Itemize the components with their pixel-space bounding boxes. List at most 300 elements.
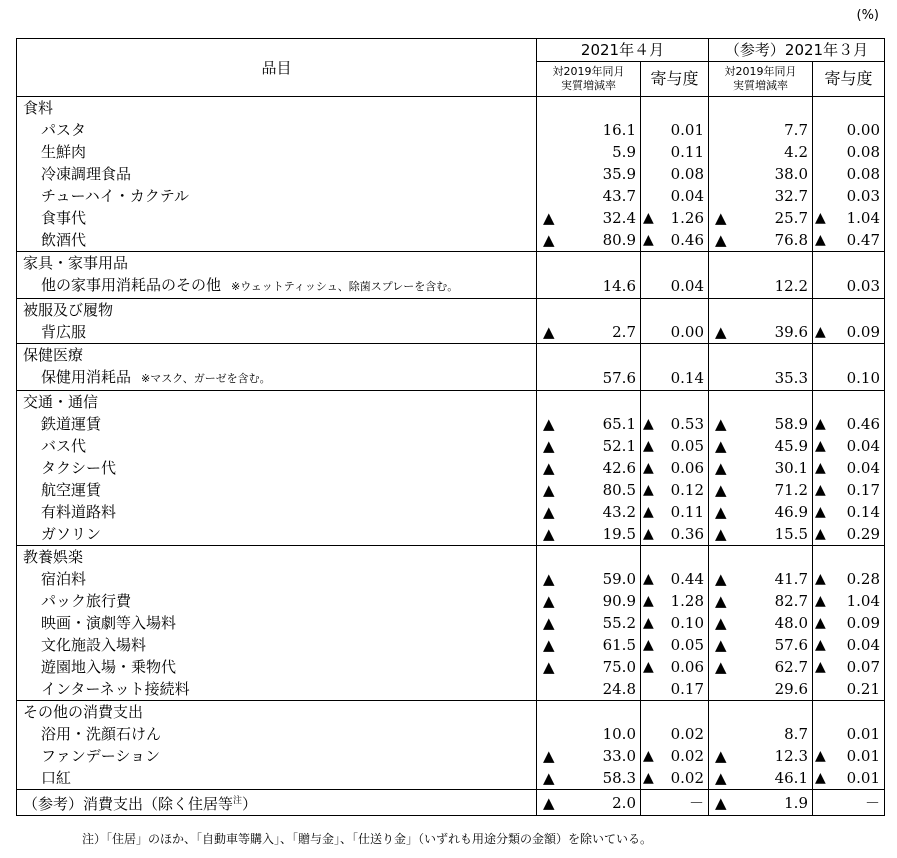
- cell-value: 0.04: [670, 277, 704, 295]
- rate-cell: [709, 119, 813, 141]
- item-note: ※ウェットティッシュ、除菌スプレーを含む。: [231, 280, 459, 293]
- table-row: [17, 119, 885, 141]
- negative-marker: ▲: [643, 232, 654, 248]
- item-label: [17, 207, 537, 229]
- cell-value: 30.1: [774, 459, 808, 477]
- empty-cell: [537, 252, 641, 275]
- negative-marker: ▲: [643, 748, 654, 764]
- cell-value: 32.7: [774, 187, 808, 205]
- cell-value: 14.6: [602, 277, 636, 295]
- item-label: [17, 501, 537, 523]
- item-name: 宿泊料: [41, 570, 87, 588]
- cell-value: 12.2: [774, 277, 808, 295]
- cell-value: 5.9: [612, 143, 636, 161]
- negative-marker: ▲: [815, 526, 826, 542]
- cell-value: 0.44: [670, 570, 704, 588]
- contrib-cell: [813, 229, 885, 252]
- table-row: [17, 523, 885, 546]
- cell-value: 45.9: [774, 437, 808, 455]
- rate-cell: [537, 568, 641, 590]
- cell-value: 7.7: [784, 121, 808, 139]
- cell-value: 0.02: [670, 769, 704, 787]
- cell-value: 0.04: [846, 437, 880, 455]
- cell-value: 0.04: [846, 459, 880, 477]
- table-row: [17, 207, 885, 229]
- item-name: チューハイ・カクテル: [41, 187, 190, 205]
- negative-marker: ▲: [715, 525, 727, 543]
- empty-cell: [813, 97, 885, 120]
- rate-cell: [709, 612, 813, 634]
- negative-marker: ▲: [815, 593, 826, 609]
- rate-cell: [709, 723, 813, 745]
- contrib-cell: [641, 207, 709, 229]
- contrib-cell: [641, 656, 709, 678]
- cell-value: 33.0: [602, 747, 636, 765]
- negative-marker: ▲: [815, 615, 826, 631]
- rate-cell: [709, 590, 813, 612]
- table-row: [17, 457, 885, 479]
- negative-marker: ▲: [815, 482, 826, 498]
- cell-value: 1.04: [846, 592, 880, 610]
- negative-marker: ▲: [715, 209, 727, 227]
- negative-marker: ▲: [815, 504, 826, 520]
- table-row: [17, 634, 885, 656]
- empty-cell: [813, 546, 885, 569]
- item-name: 保健用消耗品: [41, 368, 132, 386]
- note-marker: 注: [233, 796, 243, 806]
- item-name: 背広服: [41, 323, 87, 341]
- cell-value: 0.01: [670, 121, 704, 139]
- category-label: 被服及び履物: [17, 299, 537, 322]
- cell-value: 0.05: [670, 437, 704, 455]
- negative-marker: ▲: [815, 232, 826, 248]
- negative-marker: ▲: [643, 438, 654, 454]
- empty-cell: [537, 344, 641, 367]
- contrib-cell: [813, 321, 885, 344]
- negative-marker: ▲: [715, 415, 727, 433]
- item-label: [17, 568, 537, 590]
- item-label: [17, 229, 537, 252]
- cell-value: 29.6: [774, 680, 808, 698]
- item-label: [17, 185, 537, 207]
- negative-marker: ▲: [543, 769, 555, 787]
- empty-cell: [813, 391, 885, 414]
- negative-marker: ▲: [543, 747, 555, 765]
- negative-marker: ▲: [543, 437, 555, 455]
- contrib-cell: [641, 185, 709, 207]
- cell-value: 32.4: [602, 209, 636, 227]
- contrib-cell: [641, 435, 709, 457]
- negative-marker: ▲: [815, 324, 826, 340]
- rate-cell: [709, 413, 813, 435]
- cell-value: 57.6: [602, 369, 636, 387]
- negative-marker: ▲: [715, 570, 727, 588]
- cell-value: 0.10: [670, 614, 704, 632]
- header-rate-ref: 対2019年同月 実質増減率: [709, 62, 813, 97]
- contrib-cell: [813, 163, 885, 185]
- rate-cell: [537, 678, 641, 701]
- table-row: [17, 185, 885, 207]
- contrib-cell: [813, 207, 885, 229]
- contrib-cell: [641, 723, 709, 745]
- item-label: [17, 457, 537, 479]
- rate-cell: [709, 163, 813, 185]
- negative-marker: ▲: [715, 658, 727, 676]
- negative-marker: ▲: [543, 636, 555, 654]
- rate-cell: [537, 523, 641, 546]
- cell-value: 62.7: [774, 658, 808, 676]
- cell-value: 0.09: [846, 323, 880, 341]
- table-row: [17, 568, 885, 590]
- negative-marker: ▲: [543, 570, 555, 588]
- negative-marker: ▲: [643, 504, 654, 520]
- cell-value: 0.03: [846, 187, 880, 205]
- cell-value: 25.7: [774, 209, 808, 227]
- cell-value: 0.08: [846, 165, 880, 183]
- item-name: バス代: [41, 437, 87, 455]
- negative-marker: ▲: [543, 459, 555, 477]
- contrib-cell: [813, 479, 885, 501]
- negative-marker: ▲: [815, 210, 826, 226]
- rate-cell: [709, 185, 813, 207]
- empty-cell: [537, 701, 641, 724]
- negative-marker: ▲: [715, 614, 727, 632]
- table-row: [17, 612, 885, 634]
- item-name: パスタ: [41, 121, 87, 139]
- negative-marker: ▲: [543, 231, 555, 249]
- rate-cell: [709, 767, 813, 790]
- contrib-cell: [813, 790, 885, 816]
- empty-cell: [641, 391, 709, 414]
- cell-value: 43.7: [602, 187, 636, 205]
- cell-value: 8.7: [784, 725, 808, 743]
- empty-cell: [709, 701, 813, 724]
- cell-value: 0.10: [846, 369, 880, 387]
- empty-cell: [813, 252, 885, 275]
- category-row: [17, 344, 885, 367]
- header-item: 品目: [17, 39, 537, 97]
- rate-cell: [709, 501, 813, 523]
- contrib-cell: [813, 678, 885, 701]
- cell-value: 1.04: [846, 209, 880, 227]
- cell-value: 82.7: [774, 592, 808, 610]
- empty-cell: [641, 546, 709, 569]
- cell-value: 0.11: [670, 143, 704, 161]
- contrib-cell: [641, 141, 709, 163]
- empty-cell: [709, 97, 813, 120]
- rate-cell: [537, 479, 641, 501]
- contrib-cell: [813, 523, 885, 546]
- negative-marker: ▲: [643, 460, 654, 476]
- empty-cell: [537, 299, 641, 322]
- cell-value: 65.1: [602, 415, 636, 433]
- cell-value: 59.0: [602, 570, 636, 588]
- negative-marker: ▲: [815, 770, 826, 786]
- footnote: 注）「住居」のほか、「自動車等購入」、「贈与金」、「仕送り金」（いずれも用途分類の金額）を除いている。: [82, 832, 653, 846]
- negative-marker: ▲: [643, 571, 654, 587]
- negative-marker: ▲: [715, 592, 727, 610]
- cell-value: 0.11: [670, 503, 704, 521]
- contrib-cell: [641, 413, 709, 435]
- empty-cell: [537, 546, 641, 569]
- negative-marker: ▲: [715, 231, 727, 249]
- contrib-cell: [813, 767, 885, 790]
- cell-value: 0.17: [670, 680, 704, 698]
- item-name: 映画・演劇等入場料: [41, 614, 177, 632]
- negative-marker: ▲: [543, 658, 555, 676]
- cell-value: 80.9: [602, 231, 636, 249]
- empty-cell: [641, 252, 709, 275]
- contrib-cell: [641, 678, 709, 701]
- cell-value: 0.00: [846, 121, 880, 139]
- category-row: [17, 391, 885, 414]
- category-row: [17, 97, 885, 120]
- rate-cell: [537, 656, 641, 678]
- table-row: [17, 678, 885, 701]
- item-name: 有料道路料: [41, 503, 117, 521]
- category-row: [17, 701, 885, 724]
- rate-cell: [537, 612, 641, 634]
- item-name: ファンデーション: [41, 747, 161, 765]
- cell-value: 0.36: [670, 525, 704, 543]
- item-label: [17, 590, 537, 612]
- table-row: [17, 366, 885, 391]
- empty-cell: [537, 97, 641, 120]
- cell-value: 0.08: [846, 143, 880, 161]
- cell-value: 12.3: [774, 747, 808, 765]
- rate-cell: [537, 745, 641, 767]
- rate-cell: [709, 366, 813, 391]
- table-row: [17, 767, 885, 790]
- cell-value: 0.00: [670, 323, 704, 341]
- cell-value: 0.29: [846, 525, 880, 543]
- cell-value: 39.6: [774, 323, 808, 341]
- rate-cell: [709, 568, 813, 590]
- category-label: その他の消費支出: [17, 701, 537, 724]
- item-label: [17, 723, 537, 745]
- empty-cell: [709, 391, 813, 414]
- negative-marker: ▲: [643, 659, 654, 675]
- contrib-cell: [813, 185, 885, 207]
- header-period-ref: （参考）2021年３月: [709, 39, 885, 62]
- category-row: [17, 252, 885, 275]
- contrib-cell: [813, 745, 885, 767]
- rate-cell: [709, 790, 813, 816]
- negative-marker: ▲: [543, 323, 555, 341]
- table-row: [17, 435, 885, 457]
- cell-value: 58.9: [774, 415, 808, 433]
- rate-cell: [709, 745, 813, 767]
- cell-value: 76.8: [774, 231, 808, 249]
- empty-cell: [641, 344, 709, 367]
- cell-value: 0.07: [846, 658, 880, 676]
- cell-value: 0.01: [846, 769, 880, 787]
- cell-value: 0.46: [670, 231, 704, 249]
- rate-cell: [709, 656, 813, 678]
- cell-value: 90.9: [602, 592, 636, 610]
- cell-value: 0.53: [670, 415, 704, 433]
- table-row: [17, 479, 885, 501]
- contrib-cell: [641, 366, 709, 391]
- contrib-cell: [641, 568, 709, 590]
- rate-cell: [709, 523, 813, 546]
- cell-value: 4.2: [784, 143, 808, 161]
- cell-value: 10.0: [602, 725, 636, 743]
- cell-value: 35.3: [774, 369, 808, 387]
- cell-value: 0.05: [670, 636, 704, 654]
- rate-cell: [709, 479, 813, 501]
- category-label: 交通・通信: [17, 391, 537, 414]
- cell-value: 0.28: [846, 570, 880, 588]
- header-period-current: 2021年４月: [537, 39, 709, 62]
- negative-marker: ▲: [815, 416, 826, 432]
- cell-value: 16.1: [602, 121, 636, 139]
- empty-cell: [641, 701, 709, 724]
- contrib-cell: [641, 163, 709, 185]
- rate-cell: [709, 229, 813, 252]
- cell-value: 48.0: [774, 614, 808, 632]
- contrib-cell: [641, 457, 709, 479]
- cell-value: 41.7: [774, 570, 808, 588]
- cell-value: 57.6: [774, 636, 808, 654]
- contrib-cell: [813, 634, 885, 656]
- rate-cell: [709, 274, 813, 299]
- cell-value: 0.06: [670, 459, 704, 477]
- contrib-cell: [813, 119, 885, 141]
- contrib-cell: [641, 590, 709, 612]
- table-row: [17, 413, 885, 435]
- rate-cell: [537, 590, 641, 612]
- negative-marker: ▲: [543, 503, 555, 521]
- cell-value: 0.46: [846, 415, 880, 433]
- contrib-cell: [813, 435, 885, 457]
- table-row: [17, 321, 885, 344]
- contrib-cell: [641, 767, 709, 790]
- cell-value: 0.03: [846, 277, 880, 295]
- empty-cell: [709, 252, 813, 275]
- contrib-cell: [641, 612, 709, 634]
- category-row: [17, 299, 885, 322]
- negative-marker: ▲: [543, 525, 555, 543]
- category-label: 食料: [17, 97, 537, 120]
- contrib-cell: [813, 612, 885, 634]
- contrib-cell: [813, 656, 885, 678]
- negative-marker: ▲: [715, 503, 727, 521]
- category-label: 教養娯楽: [17, 546, 537, 569]
- contrib-cell: [813, 274, 885, 299]
- contrib-cell: [641, 745, 709, 767]
- cell-value: 0.04: [846, 636, 880, 654]
- negative-marker: ▲: [643, 526, 654, 542]
- rate-cell: [709, 435, 813, 457]
- cell-value: 2.7: [612, 323, 636, 341]
- rate-cell: [709, 207, 813, 229]
- table-row: [17, 141, 885, 163]
- cell-value: －: [688, 793, 704, 812]
- item-name: パック旅行費: [41, 592, 132, 610]
- cell-value: 0.02: [670, 725, 704, 743]
- empty-cell: [709, 546, 813, 569]
- contrib-cell: [641, 321, 709, 344]
- cell-value: 75.0: [602, 658, 636, 676]
- rate-cell: [537, 723, 641, 745]
- table-row: [17, 656, 885, 678]
- contrib-cell: [641, 119, 709, 141]
- rate-cell: [537, 767, 641, 790]
- negative-marker: ▲: [543, 209, 555, 227]
- item-label: [17, 163, 537, 185]
- rate-cell: [537, 413, 641, 435]
- header-rate-current: 対2019年同月 実質増減率: [537, 62, 641, 97]
- cell-value: 15.5: [774, 525, 808, 543]
- negative-marker: ▲: [643, 210, 654, 226]
- item-name: インターネット接続料: [41, 680, 190, 698]
- item-label: [17, 479, 537, 501]
- item-note: ※マスク、ガーゼを含む。: [141, 372, 271, 385]
- item-label: [17, 119, 537, 141]
- rate-cell: [537, 634, 641, 656]
- cell-value: 0.47: [846, 231, 880, 249]
- empty-cell: [813, 701, 885, 724]
- item-label: [17, 321, 537, 344]
- item-name: タクシー代: [41, 459, 117, 477]
- table-row: [17, 745, 885, 767]
- negative-marker: ▲: [543, 481, 555, 499]
- cell-value: 0.08: [670, 165, 704, 183]
- cell-value: 43.2: [602, 503, 636, 521]
- table-row: [17, 274, 885, 299]
- negative-marker: ▲: [643, 482, 654, 498]
- expenditure-table: [16, 38, 885, 816]
- cell-value: 46.9: [774, 503, 808, 521]
- negative-marker: ▲: [815, 571, 826, 587]
- negative-marker: ▲: [715, 769, 727, 787]
- item-label: [17, 141, 537, 163]
- negative-marker: ▲: [643, 593, 654, 609]
- rate-cell: [537, 790, 641, 816]
- table-row: [17, 163, 885, 185]
- contrib-cell: [813, 723, 885, 745]
- contrib-cell: [813, 568, 885, 590]
- cell-value: 19.5: [602, 525, 636, 543]
- rate-cell: [537, 163, 641, 185]
- label-end: ）: [242, 795, 258, 813]
- contrib-cell: [813, 590, 885, 612]
- item-label: [17, 767, 537, 790]
- category-row: [17, 546, 885, 569]
- negative-marker: ▲: [715, 459, 727, 477]
- unit-label: (%): [856, 8, 879, 23]
- item-name: 食事代: [41, 209, 87, 227]
- negative-marker: ▲: [815, 748, 826, 764]
- negative-marker: ▲: [543, 793, 555, 812]
- negative-marker: ▲: [543, 592, 555, 610]
- header-contrib-current: 寄与度: [641, 62, 709, 97]
- item-name: 航空運賃: [41, 481, 102, 499]
- empty-cell: [641, 299, 709, 322]
- cell-value: 35.9: [602, 165, 636, 183]
- empty-cell: [813, 299, 885, 322]
- contrib-cell: [641, 479, 709, 501]
- contrib-cell: [641, 229, 709, 252]
- item-label: [17, 435, 537, 457]
- cell-value: 71.2: [774, 481, 808, 499]
- rate-cell: [537, 141, 641, 163]
- item-label: [17, 274, 537, 299]
- cell-value: 0.06: [670, 658, 704, 676]
- item-name: 遊園地入場・乗物代: [41, 658, 177, 676]
- total-row: [17, 790, 885, 816]
